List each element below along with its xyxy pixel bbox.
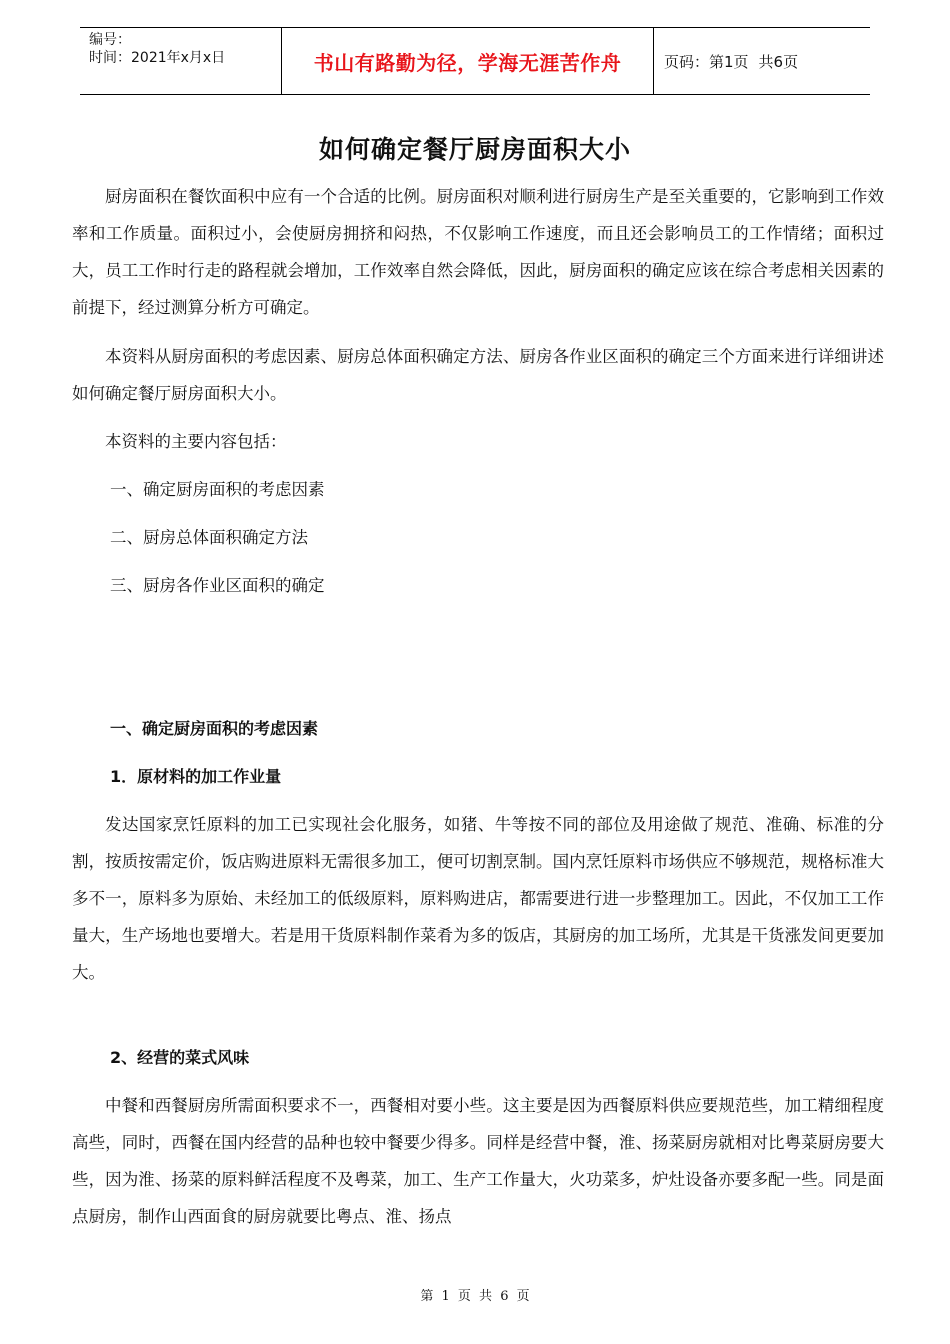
header-motto: 书山有路勤为径，学海无涯苦作舟 bbox=[282, 28, 654, 94]
doc-number-label: 编号： bbox=[89, 32, 131, 48]
intro-paragraph: 本资料的主要内容包括： bbox=[105, 432, 287, 451]
header-meta bbox=[80, 28, 282, 94]
subsection-heading: 1．原材料的加工作业量 bbox=[110, 767, 282, 786]
body-paragraph: 中餐和西餐厨房所需面积要求不一，西餐相对要小些。这主要是因为西餐原料供应要规范些，加工精细程度高些，同时，西餐在国内经营的品种也较中餐要少得多。同样是经营中餐，淮、扬菜厨房就相对比粤菜厨房要大些，因为淮、扬菜的原料鲜活程度不及粤菜，加工、生产工作量大，火功菜多，炉灶设备亦要多配一些。同是面点厨房，制作山西面食的厨房就要比粤点、淮、扬点 bbox=[72, 1096, 884, 1226]
intro-paragraph: 厨房面积在餐饮面积中应有一个合适的比例。厨房面积对顺利进行厨房生产是至关重要的，它影响到工作效率和工作质量。面积过小，会使厨房拥挤和闷热，不仅影响工作速度，而且还会影响员工的工作情绪；面积过大，员工工作时行走的路程就会增加，工作效率自然会降低，因此，厨房面积的确定应该在综合考虑相关因素的前提下，经过测算分析方可确定。 bbox=[72, 187, 884, 317]
page-footer: 第 1 页 共 6 页 bbox=[420, 1289, 530, 1304]
doc-time-label: 时间：2021年x月x日 bbox=[89, 50, 226, 66]
header-page-number: 页码：第1页 bbox=[664, 52, 749, 71]
body-paragraph: 发达国家烹饪原料的加工已实现社会化服务，如猪、牛等按不同的部位及用途做了规范、准确、标准的分割，按质按需定价，饭店购进原料无需很多加工，便可切割烹制。国内烹饪原料市场供应不够规范，规格标准大多不一，原料多为原始、未经加工的低级原料，原料购进店，都需要进行进一步整理加工。因此，不仅加工工作量大，生产场地也要增大。若是用干货原料制作菜肴为多的饭店，其厨房的加工场所，尤其是干货涨发间更要加大。 bbox=[72, 815, 884, 982]
toc-item: 二、厨房总体面积确定方法 bbox=[110, 528, 308, 547]
page-header bbox=[80, 27, 870, 95]
header-page-total: 共6页 bbox=[758, 52, 799, 71]
document-title: 如何确定餐厅厨房面积大小 bbox=[318, 135, 631, 164]
subsection-heading: 2、经营的菜式风味 bbox=[110, 1048, 250, 1067]
toc-item: 一、确定厨房面积的考虑因素 bbox=[110, 480, 325, 499]
intro-paragraph: 本资料从厨房面积的考虑因素、厨房总体面积确定方法、厨房各作业区面积的确定三个方面来进行详细讲述如何确定餐厅厨房面积大小。 bbox=[72, 347, 884, 403]
section-heading: 一、确定厨房面积的考虑因素 bbox=[110, 719, 319, 738]
header-page-info bbox=[654, 28, 870, 94]
document-body bbox=[72, 178, 884, 1235]
toc-item: 三、厨房各作业区面积的确定 bbox=[110, 576, 325, 595]
